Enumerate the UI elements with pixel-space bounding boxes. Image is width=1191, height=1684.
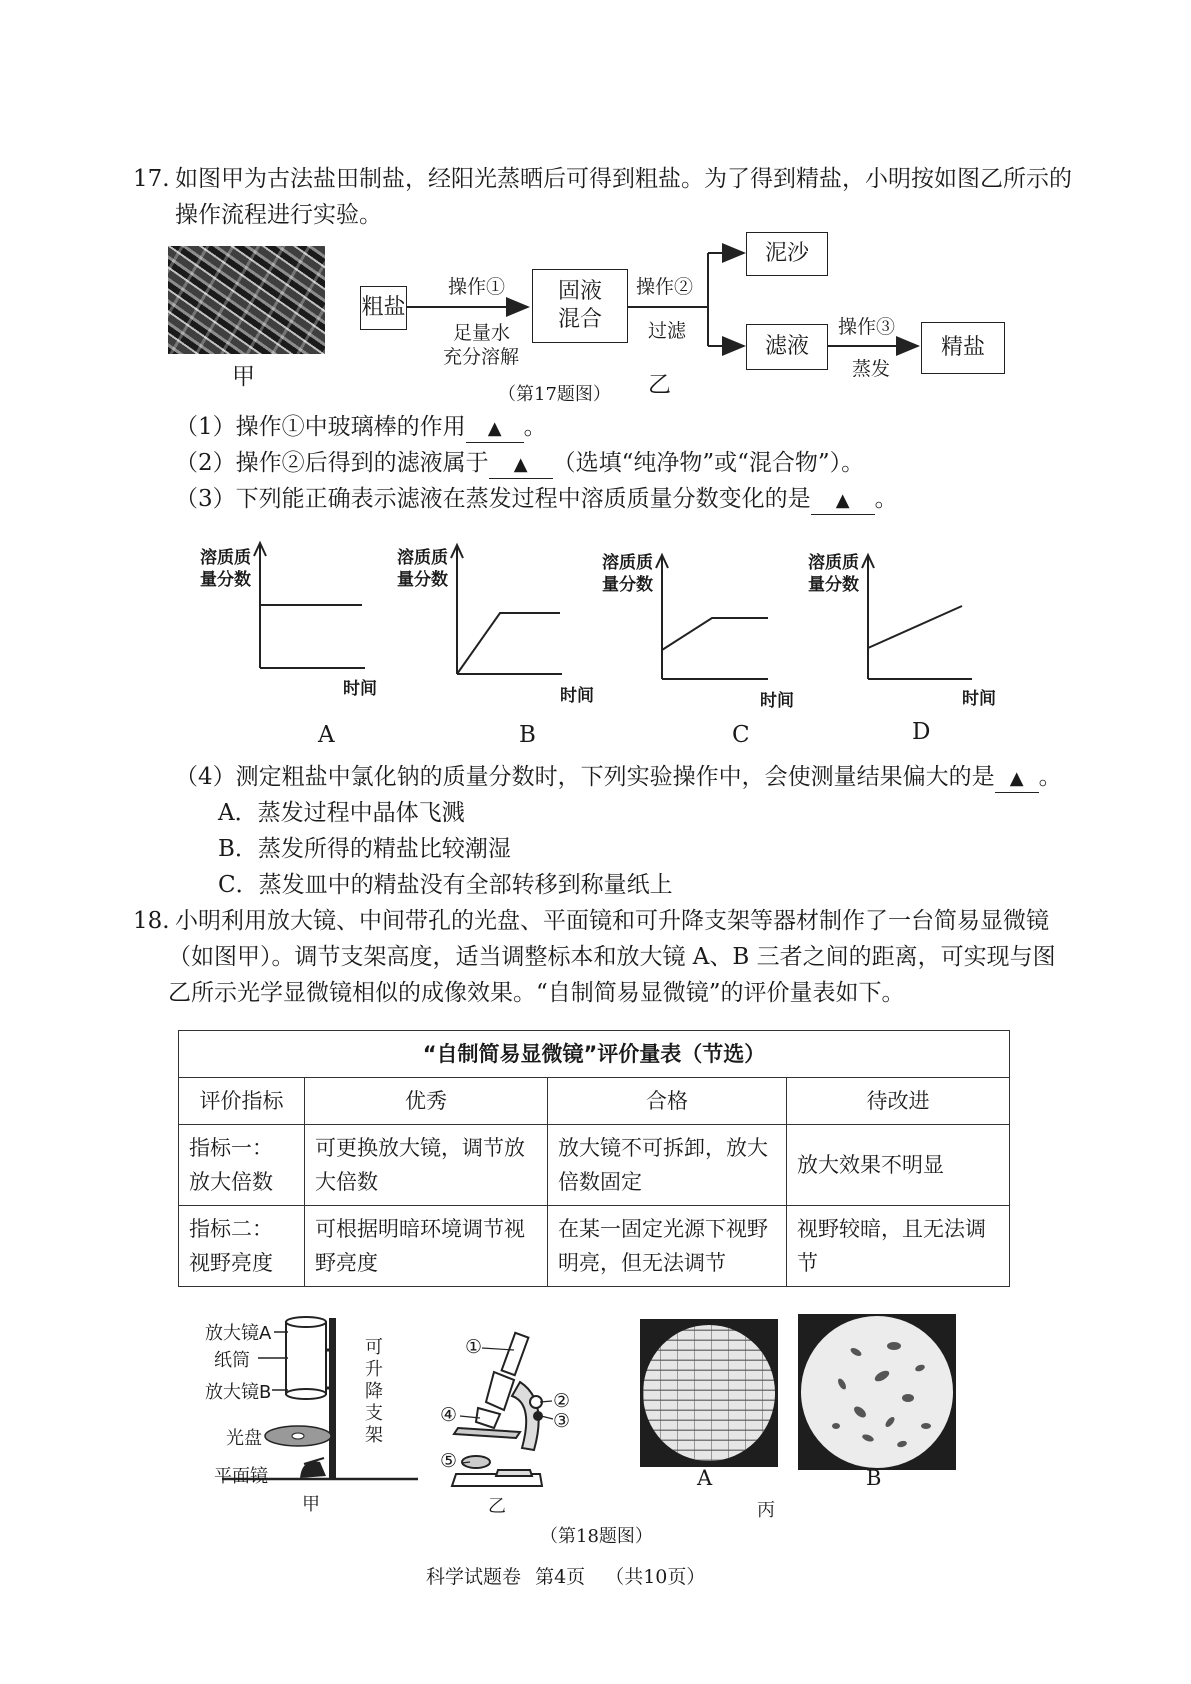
figure-18-caption: （第18题图） [540, 1526, 653, 1547]
figure-17-caption: （第17题图） [498, 384, 611, 405]
microscope-label-4: ④ [440, 1404, 458, 1426]
cell-line: 视野亮度 [189, 1251, 273, 1275]
graph-a-ylabel-1: 溶质质 [200, 548, 251, 568]
figure-yi-caption: 乙 [488, 1496, 506, 1517]
fine-salt-label: 精盐 [940, 335, 985, 360]
cell-line: 指标一： [189, 1136, 273, 1160]
microscope-label-1: ① [465, 1336, 483, 1358]
graph-a-ylabel-2: 量分数 [200, 570, 251, 590]
answer-blank-3[interactable]: ▲ [811, 488, 875, 515]
graph-a-xlabel: 时间 [343, 679, 377, 699]
label-disc: 光盘 [226, 1428, 262, 1449]
flow-caption-yi: 乙 [648, 372, 671, 398]
flow-op3-desc: 蒸发 [852, 358, 891, 380]
answer-blank-4[interactable]: ▲ [995, 766, 1039, 793]
page-footer [426, 1562, 705, 1589]
crude-salt-label: 粗盐 [361, 295, 406, 320]
graph-c-xlabel: 时间 [760, 691, 794, 711]
q17-sub3-text: （3）下列能正确表示滤液在蒸发过程中溶质质量分数变化的是 [175, 486, 811, 512]
stand-char: 降 [365, 1381, 383, 1402]
stand-char: 可 [365, 1337, 383, 1358]
answer-blank-1[interactable]: ▲ [466, 416, 524, 443]
question-18-stem-line3: 乙所示光学显微镜相似的成像效果。“自制简易显微镜”的评价量表如下。 [168, 980, 905, 1006]
photo-caption-jia: 甲 [232, 364, 255, 390]
table-cell-improve: 视野较暗，且无法调节 [787, 1206, 1010, 1287]
figure-jia-caption: 甲 [302, 1494, 320, 1515]
cell-line: 明亮，但无法调节 [558, 1251, 726, 1275]
graph-d-ylabel-2: 量分数 [808, 575, 859, 595]
table-header-improve: 待改进 [787, 1078, 1010, 1125]
flow-op2-label: 操作② [636, 276, 694, 298]
microscope-label-2: ② [553, 1390, 571, 1412]
flow-op1-desc1: 足量水 [453, 322, 511, 344]
question-17-number: 17. [133, 166, 170, 192]
table-header-pass: 合格 [548, 1078, 787, 1125]
label-paper-tube: 纸筒 [214, 1350, 250, 1371]
graph-c-ylabel-2: 量分数 [602, 575, 653, 595]
q17-option-b[interactable]: B．蒸发所得的精盐比较潮湿 [218, 836, 511, 862]
cell-line: 可更换放大镜，调节放 [315, 1136, 525, 1160]
footer-subject: 科学试题卷 [426, 1566, 522, 1588]
graph-b-ylabel-2: 量分数 [397, 570, 448, 590]
figure-bing-caption: 丙 [757, 1500, 775, 1521]
q17-sub3-end: 。 [874, 486, 898, 512]
q17-sub4-end: 。 [1038, 764, 1062, 790]
label-magnifier-b: 放大镜B [205, 1382, 272, 1403]
question-18-stem-line2: （如图甲）。调节支架高度，适当调整标本和放大镜 A、B 三者之间的距离，可实现与图 [168, 944, 1056, 970]
cell-line: 大倍数 [315, 1170, 378, 1194]
cell-line: 放大倍数 [189, 1170, 273, 1194]
q17-option-a[interactable]: A．蒸发过程中晶体飞溅 [218, 800, 465, 826]
cell-line: 可根据明暗环境调节视 [315, 1217, 525, 1241]
graph-d-xlabel: 时间 [962, 689, 996, 709]
microscope-label-3: ③ [553, 1410, 571, 1432]
microscope-label-5: ⑤ [440, 1450, 458, 1472]
table-cell-improve: 放大效果不明显 [787, 1125, 1010, 1206]
mixture-label-2: 混合 [557, 307, 602, 332]
label-magnifier-a: 放大镜A [205, 1323, 272, 1344]
q17-sub4-text: （4）测定粗盐中氯化钠的质量分数时，下列实验操作中，会使测量结果偏大的是 [175, 764, 995, 790]
cell-line: 野亮度 [315, 1251, 378, 1275]
flow-op1-label: 操作① [448, 276, 506, 298]
cell-line: 在某一固定光源下视野 [558, 1217, 768, 1241]
question-18-number: 18. [133, 908, 170, 934]
answer-blank-2[interactable]: ▲ [489, 452, 553, 479]
stand-char: 支 [365, 1403, 383, 1424]
footer-total: （共10页） [605, 1566, 706, 1588]
table-header-indicator: 评价指标 [179, 1078, 305, 1125]
question-17-stem-line1: 如图甲为古法盐田制盐，经阳光蒸晒后可得到粗盐。为了得到精盐，小明按如图乙所示的 [175, 166, 1072, 192]
q17-sub2-end: （选填“纯净物”或“混合物”）。 [552, 450, 865, 476]
question-18-stem-line1: 小明利用放大镜、中间带孔的光盘、平面镜和可升降支架等器材制作了一台简易显微镜 [175, 908, 1049, 934]
cell-line: 倍数固定 [558, 1170, 642, 1194]
flow-op1-desc2: 充分溶解 [443, 346, 520, 368]
stand-char: 升 [365, 1359, 383, 1380]
graph-b-letter[interactable]: B [519, 722, 536, 748]
graph-d-ylabel-1: 溶质质 [808, 553, 859, 573]
sediment-label: 泥沙 [764, 241, 809, 266]
stand-char: 架 [365, 1425, 383, 1446]
filtrate-label: 滤液 [764, 334, 809, 359]
graph-c-ylabel-1: 溶质质 [602, 553, 653, 573]
micrograph-a-view [643, 1325, 775, 1461]
footer-page: 第4页 [535, 1566, 586, 1588]
flow-op3-label: 操作③ [838, 316, 896, 338]
graph-d-letter[interactable]: D [912, 719, 931, 745]
table-header-excellent: 优秀 [305, 1078, 548, 1125]
q17-sub1-text: （1）操作①中玻璃棒的作用 [175, 414, 466, 440]
micrograph-a [640, 1319, 778, 1467]
label-mirror: 平面镜 [214, 1466, 268, 1487]
cell-line: 指标二： [189, 1217, 273, 1241]
graph-c-letter[interactable]: C [732, 722, 750, 748]
evaluation-table-title: “自制简易显微镜”评价量表（节选） [179, 1031, 1010, 1078]
mixture-label-1: 固液 [557, 279, 602, 304]
graph-b-ylabel-1: 溶质质 [397, 548, 448, 568]
graph-b-xlabel: 时间 [560, 686, 594, 706]
micrograph-a-label: A [697, 1466, 713, 1490]
graph-a-letter[interactable]: A [318, 722, 335, 748]
question-17-stem-line2: 操作流程进行实验。 [175, 202, 382, 228]
micrograph-b-cells [798, 1314, 956, 1470]
micrograph-b-label: B [866, 1466, 882, 1490]
q17-sub2-text: （2）操作②后得到的滤液属于 [175, 450, 489, 476]
q17-option-c[interactable]: C．蒸发皿中的精盐没有全部转移到称量纸上 [218, 872, 673, 898]
flow-op2-desc: 过滤 [648, 320, 687, 342]
cell-line: 放大镜不可拆卸，放大 [558, 1136, 768, 1160]
q17-sub1-end: 。 [523, 414, 547, 440]
